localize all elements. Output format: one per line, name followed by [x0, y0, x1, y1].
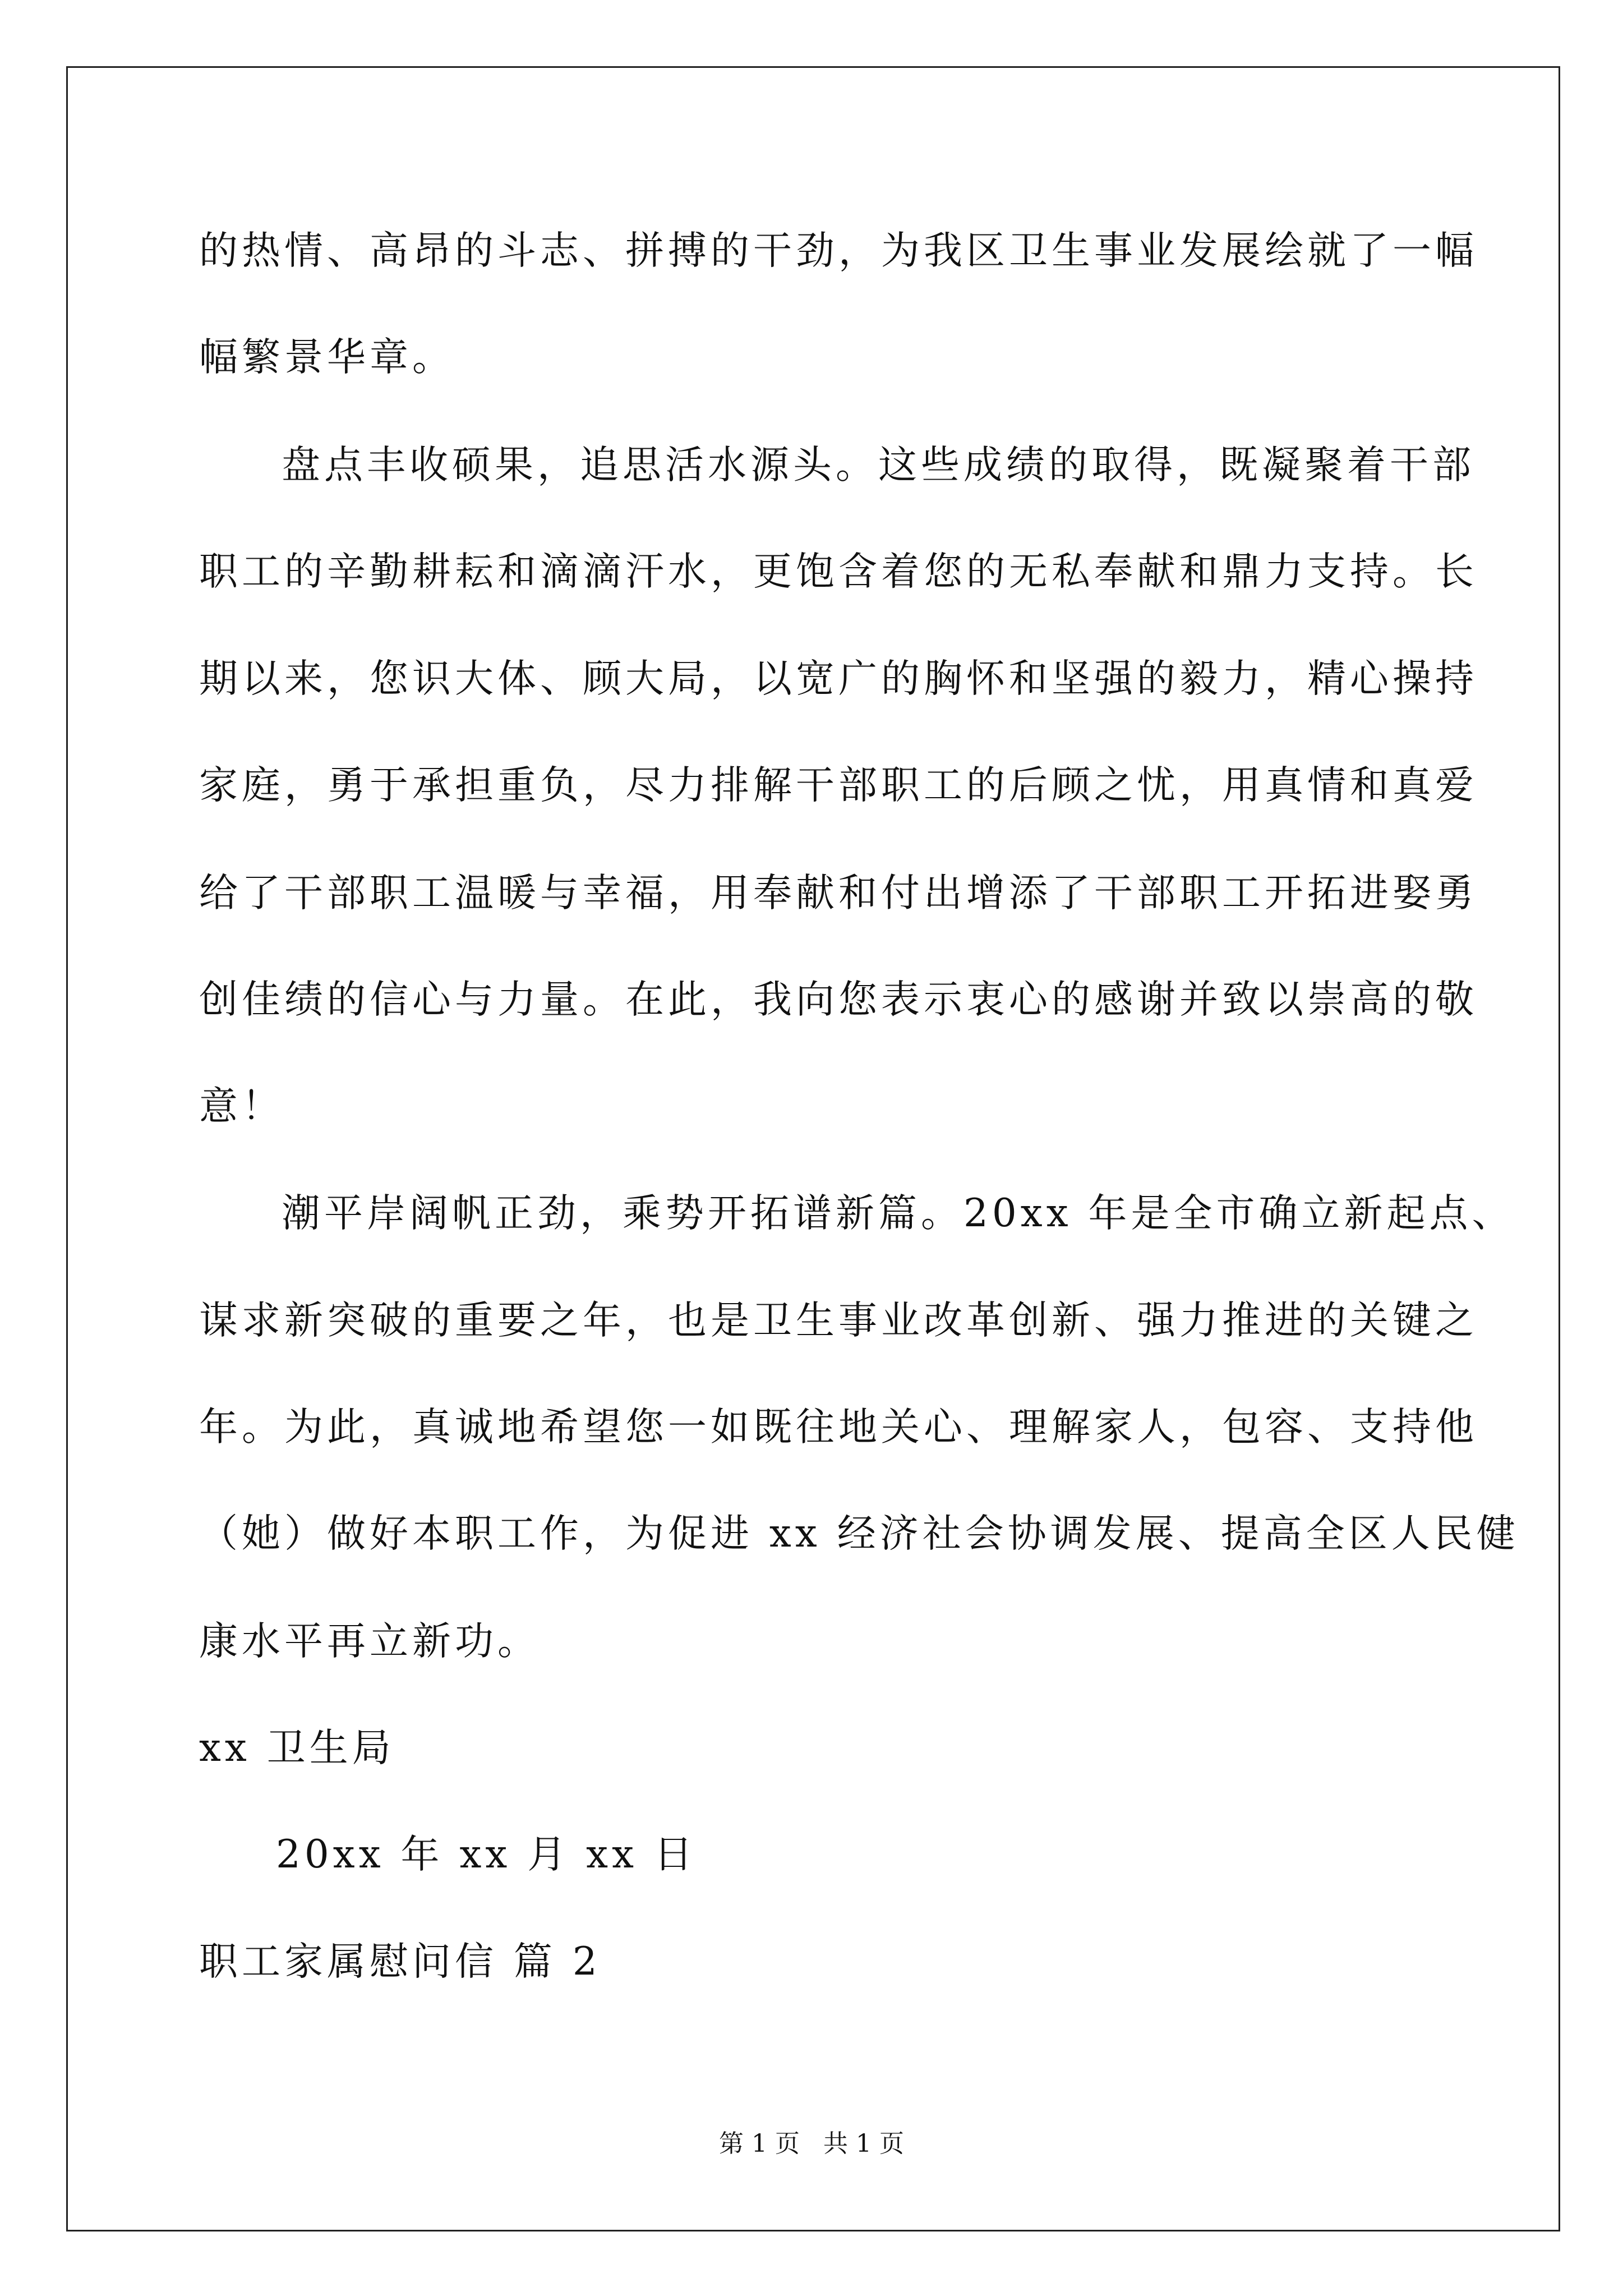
body-line-8: 创佳绩的信心与力量。在此，我向您表示衷心的感谢并致以崇高的敬	[199, 977, 1478, 1022]
signature-date: 20xx 年 xx 月 xx 日	[276, 1832, 697, 1877]
page-border	[66, 66, 1560, 2231]
body-line-14: 康水平再立新功。	[199, 1619, 540, 1664]
body-line-13: （她）做好本职工作，为促进 xx 经济社会协调发展、提高全区人民健	[199, 1511, 1519, 1556]
page-footer: 第 1 页 共 1 页	[719, 2129, 904, 2158]
paragraph-2-line-1: 盘点丰收硕果，追思活水源头。这些成绩的取得，既凝聚着干部	[282, 443, 1475, 487]
signature-org: xx 卫生局	[199, 1726, 395, 1770]
body-line-9: 意！	[199, 1084, 284, 1129]
body-line-4: 职工的辛勤耕耘和滴滴汗水，更饱含着您的无私奉献和鼎力支持。长	[199, 549, 1478, 594]
body-line-6: 家庭，勇于承担重负，尽力排解干部职工的后顾之忧，用真情和真爱	[199, 763, 1478, 808]
body-line-11: 谋求新突破的重要之年，也是卫生事业改革创新、强力推进的关键之	[199, 1298, 1478, 1343]
next-letter-title: 职工家属慰问信 篇 2	[199, 1939, 601, 1984]
body-line-1: 的热情、高昂的斗志、拼搏的干劲，为我区卫生事业发展绘就了一幅	[199, 228, 1478, 273]
body-line-2: 幅繁景华章。	[199, 335, 455, 380]
body-line-5: 期以来，您识大体、顾大局，以宽广的胸怀和坚强的毅力，精心操持	[199, 656, 1478, 701]
body-line-7: 给了干部职工温暖与幸福，用奉献和付出增添了干部职工开拓进娶勇	[199, 871, 1478, 915]
paragraph-3-line-1: 潮平岸阔帆正劲，乘势开拓谱新篇。20xx 年是全市确立新起点、	[282, 1191, 1515, 1236]
body-line-12: 年。为此，真诚地希望您一如既往地关心、理解家人，包容、支持他	[199, 1405, 1478, 1450]
